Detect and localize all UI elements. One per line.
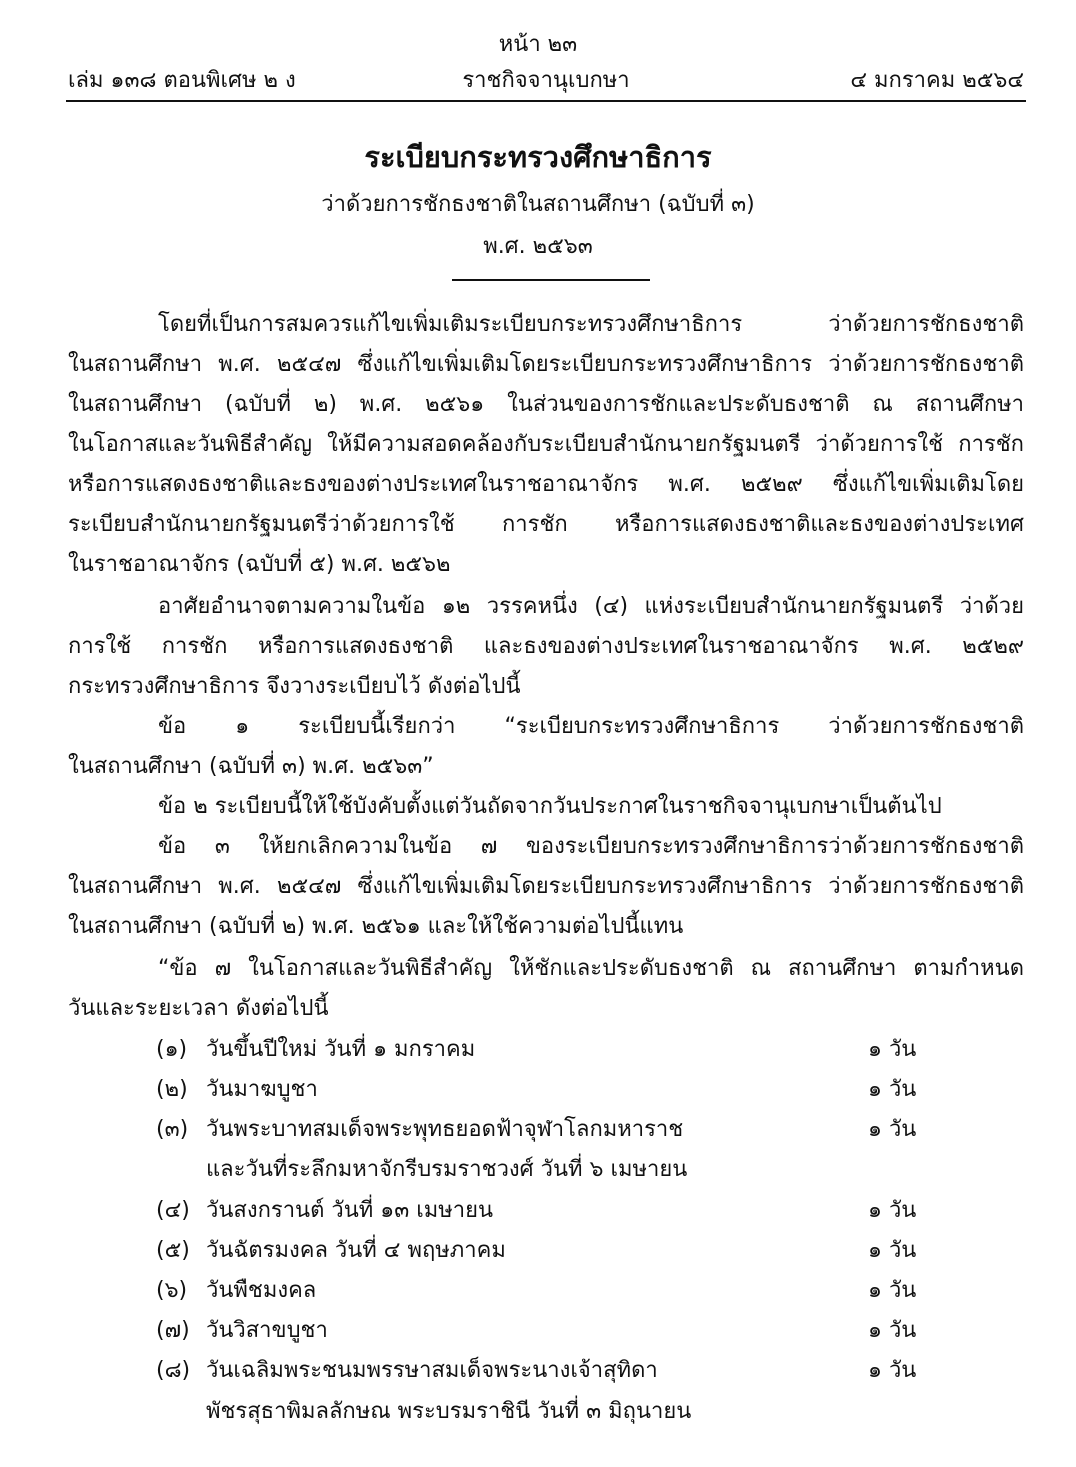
list-item-days: ๑ วัน	[868, 1278, 917, 1303]
authority-line: กระทรวงศึกษาธิการ จึงวางระเบียบไว้ ดังต่อไปนี้	[68, 674, 521, 699]
gazette-name: ราชกิจจานุเบกษา	[462, 68, 630, 93]
running-header	[68, 62, 1024, 96]
list-item-days: ๑ วัน	[868, 1238, 917, 1263]
list-item-number: (๒)	[156, 1077, 188, 1102]
volume-issue: เล่ม ๑๓๘ ตอนพิเศษ ๒ ง	[68, 68, 296, 93]
preamble-line: ในสถานศึกษา พ.ศ. ๒๕๔๗ ซึ่งแก้ไขเพิ่มเติมโดยระเบียบกระทรวงศึกษาธิการ ว่าด้วยการชักธงชาติ	[68, 352, 1024, 377]
list-item-days: ๑ วัน	[868, 1117, 917, 1142]
authority-line: อาศัยอำนาจตามความในข้อ ๑๒ วรรคหนึ่ง (๔) แห่งระเบียบสำนักนายกรัฐมนตรี ว่าด้วย	[158, 594, 1024, 619]
list-item-text: วันขึ้นปีใหม่ วันที่ ๑ มกราคม	[206, 1037, 476, 1062]
list-item-number: (๗)	[156, 1318, 190, 1343]
list-item-number: (๘)	[156, 1358, 191, 1383]
authority-line: การใช้ การชัก หรือการแสดงธงชาติ และธงของต่างประเทศในราชอาณาจักร พ.ศ. ๒๕๒๙	[68, 634, 1024, 659]
list-item-days: ๑ วัน	[868, 1037, 917, 1062]
title-divider	[452, 279, 650, 281]
list-item-text: วันวิสาขบูชา	[206, 1318, 328, 1343]
preamble-line: หรือการแสดงธงชาติและธงของต่างประเทศในราชอาณาจักร พ.ศ. ๒๕๒๙ ซึ่งแก้ไขเพิ่มเติมโดย	[68, 472, 1024, 497]
clause-3-line: ข้อ ๓ ให้ยกเลิกความในข้อ ๗ ของระเบียบกระทรวงศึกษาธิการว่าด้วยการชักธงชาติ	[158, 834, 1024, 859]
list-item-days: ๑ วัน	[868, 1198, 917, 1223]
list-item-text-continued: พัชรสุธาพิมลลักษณ พระบรมราชินี วันที่ ๓ มิถุนายน	[206, 1399, 692, 1424]
list-item-number: (๖)	[156, 1278, 188, 1303]
clause-2-line: ข้อ ๒ ระเบียบนี้ให้ใช้บังคับตั้งแต่วันถัดจากวันประกาศในราชกิจจานุเบกษาเป็นต้นไป	[158, 794, 942, 819]
list-item-text: วันมาฆบูชา	[206, 1077, 318, 1102]
preamble-line: ระเบียบสำนักนายกรัฐมนตรีว่าด้วยการใช้ การชัก หรือการแสดงธงชาติและธงของต่างประเทศ	[68, 512, 1024, 537]
clause-3-line: ในสถานศึกษา พ.ศ. ๒๕๔๗ ซึ่งแก้ไขเพิ่มเติมโดยระเบียบกระทรวงศึกษาธิการ ว่าด้วยการชักธงชาติ	[68, 874, 1024, 899]
list-item-days: ๑ วัน	[868, 1077, 917, 1102]
clause-7-line: วันและระยะเวลา ดังต่อไปนี้	[68, 996, 329, 1021]
header-rule	[66, 100, 1026, 102]
clause-3-line: ในสถานศึกษา (ฉบับที่ ๒) พ.ศ. ๒๕๖๑ และให้ใช้ความต่อไปนี้แทน	[68, 914, 684, 939]
list-item-text: วันพืชมงคล	[206, 1278, 317, 1303]
list-item-days: ๑ วัน	[868, 1318, 917, 1343]
list-item-number: (๕)	[156, 1238, 190, 1263]
list-item-number: (๔)	[156, 1198, 190, 1223]
list-item-text: วันพระบาทสมเด็จพระพุทธยอดฟ้าจุฬาโลกมหาราช	[206, 1117, 684, 1142]
preamble-line: ในโอกาสและวันพิธีสำคัญ ให้มีความสอดคล้องกับระเบียบสำนักนายกรัฐมนตรี ว่าด้วยการใช้ การชัก	[68, 432, 1024, 457]
document-subtitle: ว่าด้วยการชักธงชาติในสถานศึกษา (ฉบับที่ ๓)	[321, 192, 755, 217]
preamble-line: โดยที่เป็นการสมควรแก้ไขเพิ่มเติมระเบียบกระทรวงศึกษาธิการ ว่าด้วยการชักธงชาติ	[158, 312, 1024, 337]
page-number: หน้า ๒๓	[498, 32, 578, 57]
clause-1-line: ข้อ ๑ ระเบียบนี้เรียกว่า “ระเบียบกระทรวงศึกษาธิการ ว่าด้วยการชักธงชาติ	[158, 714, 1024, 739]
preamble-line: ในราชอาณาจักร (ฉบับที่ ๕) พ.ศ. ๒๕๖๒	[68, 552, 451, 577]
list-item-text-continued: และวันที่ระลึกมหาจักรีบรมราชวงศ์ วันที่ ๖ เมษายน	[206, 1157, 688, 1182]
list-item-text: วันสงกรานต์ วันที่ ๑๓ เมษายน	[206, 1198, 494, 1223]
clause-7-line: “ข้อ ๗ ในโอกาสและวันพิธีสำคัญ ให้ชักและประดับธงชาติ ณ สถานศึกษา ตามกำหนด	[158, 956, 1024, 981]
document-year: พ.ศ. ๒๕๖๓	[483, 234, 593, 259]
list-item-text: วันฉัตรมงคล วันที่ ๔ พฤษภาคม	[206, 1238, 506, 1263]
document-title: ระเบียบกระทรวงศึกษาธิการ	[364, 140, 712, 174]
list-item-text: วันเฉลิมพระชนมพรรษาสมเด็จพระนางเจ้าสุทิดา	[206, 1358, 658, 1383]
list-item-days: ๑ วัน	[868, 1358, 917, 1383]
clause-1-line: ในสถานศึกษา (ฉบับที่ ๓) พ.ศ. ๒๕๖๓”	[68, 754, 434, 779]
list-item-number: (๑)	[156, 1037, 188, 1062]
list-item-number: (๓)	[156, 1117, 189, 1142]
preamble-line: ในสถานศึกษา (ฉบับที่ ๒) พ.ศ. ๒๕๖๑ ในส่วนของการชักและประดับธงชาติ ณ สถานศึกษา	[68, 392, 1024, 417]
publication-date: ๔ มกราคม ๒๕๖๔	[850, 68, 1024, 93]
